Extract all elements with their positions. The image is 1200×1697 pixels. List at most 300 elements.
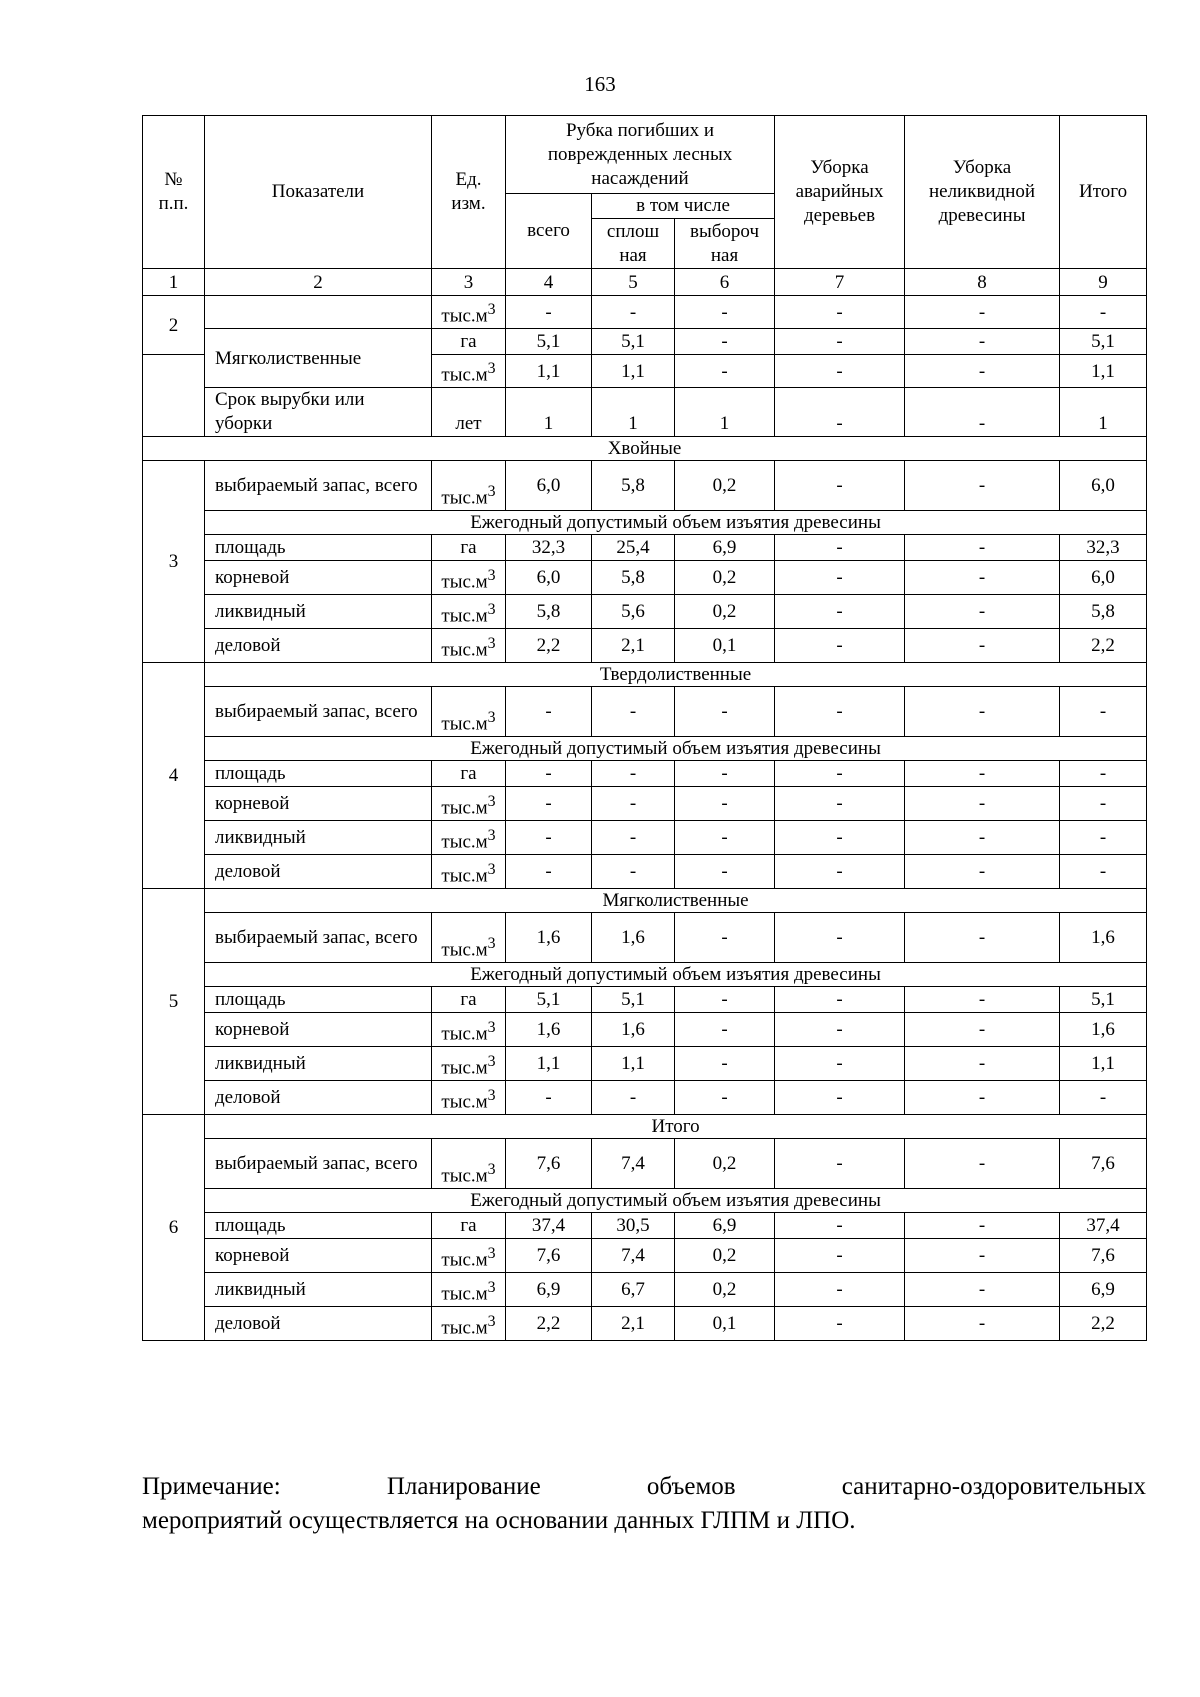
value-cell: - xyxy=(592,687,675,737)
indicator-name: корневой xyxy=(205,1013,432,1047)
value-cell: - xyxy=(775,1213,905,1239)
value-cell: - xyxy=(675,329,775,355)
value-cell: - xyxy=(905,1139,1060,1189)
row-number: 6 xyxy=(143,1115,205,1341)
value-cell: 5,1 xyxy=(592,987,675,1013)
note-line-1 xyxy=(142,1470,1146,1504)
value-cell: 6,0 xyxy=(506,561,592,595)
header-unit: Ед. изм. xyxy=(432,116,506,269)
unit-exponent: 3 xyxy=(487,482,496,500)
indicator-name: ликвидный xyxy=(205,1273,432,1307)
value-cell: - xyxy=(775,1239,905,1273)
unit-cell xyxy=(432,629,506,663)
unit-text: тыс.м xyxy=(441,831,488,852)
indicator-name: ликвидный xyxy=(205,595,432,629)
value-cell: 2,2 xyxy=(1060,1307,1147,1341)
value-cell: - xyxy=(675,1081,775,1115)
unit-text: тыс.м xyxy=(441,639,488,660)
value-cell: - xyxy=(775,629,905,663)
unit-exponent: 3 xyxy=(487,634,496,652)
value-cell: - xyxy=(905,761,1060,787)
table-row xyxy=(143,1047,1147,1081)
value-cell: 7,6 xyxy=(1060,1239,1147,1273)
value-cell: 5,8 xyxy=(1060,595,1147,629)
value-cell: - xyxy=(905,296,1060,329)
table-row xyxy=(143,1307,1147,1341)
value-cell: - xyxy=(775,388,905,437)
value-cell: 1,1 xyxy=(592,355,675,388)
value-cell: - xyxy=(506,1081,592,1115)
value-cell: - xyxy=(775,855,905,889)
header-including: в том числе xyxy=(592,194,775,219)
value-cell: - xyxy=(592,296,675,329)
value-cell: - xyxy=(775,561,905,595)
indicator-name: Срок вырубки или уборки xyxy=(205,388,432,437)
value-cell: 5,8 xyxy=(506,595,592,629)
value-cell: - xyxy=(592,761,675,787)
group-title-row xyxy=(143,1115,1147,1139)
unit-exponent: 3 xyxy=(487,1160,496,1178)
value-cell: 6,9 xyxy=(506,1273,592,1307)
value-cell: - xyxy=(675,787,775,821)
value-cell: - xyxy=(775,329,905,355)
value-cell: - xyxy=(905,855,1060,889)
value-cell: 1,6 xyxy=(1060,913,1147,963)
unit-cell: га xyxy=(432,1213,506,1239)
unit-exponent: 3 xyxy=(487,1244,496,1262)
unit-cell xyxy=(432,1307,506,1341)
unit-exponent: 3 xyxy=(487,1278,496,1296)
table-row xyxy=(143,821,1147,855)
value-cell: 6,0 xyxy=(1060,561,1147,595)
unit-cell xyxy=(432,296,506,329)
value-cell: 1,1 xyxy=(1060,1047,1147,1081)
unit-exponent: 3 xyxy=(487,300,496,318)
table-row xyxy=(143,987,1147,1013)
unit-cell xyxy=(432,687,506,737)
unit-cell xyxy=(432,1239,506,1273)
value-cell: 1 xyxy=(506,388,592,437)
unit-text: тыс.м xyxy=(441,305,488,326)
annual-subtitle-row xyxy=(143,963,1147,987)
table-row xyxy=(143,687,1147,737)
table-row xyxy=(143,461,1147,511)
forest-table xyxy=(142,115,1147,1341)
unit-cell: га xyxy=(432,535,506,561)
value-cell: - xyxy=(675,296,775,329)
value-cell: 1,1 xyxy=(592,1047,675,1081)
value-cell: 1 xyxy=(675,388,775,437)
value-cell: - xyxy=(592,821,675,855)
unit-text: тыс.м xyxy=(441,1057,488,1078)
value-cell: - xyxy=(1060,821,1147,855)
page-number: 163 xyxy=(584,72,616,96)
value-cell: - xyxy=(675,687,775,737)
value-cell: - xyxy=(775,687,905,737)
value-cell: - xyxy=(905,535,1060,561)
unit-cell: га xyxy=(432,761,506,787)
indicator-name: деловой xyxy=(205,629,432,663)
colnum: 9 xyxy=(1060,269,1147,296)
value-cell: - xyxy=(905,595,1060,629)
row-number: 4 xyxy=(143,663,205,889)
value-cell: 7,6 xyxy=(506,1239,592,1273)
value-cell: 2,2 xyxy=(506,629,592,663)
group-title-row xyxy=(143,663,1147,687)
value-cell: 0,2 xyxy=(675,461,775,511)
value-cell: - xyxy=(905,1013,1060,1047)
indicator-name: корневой xyxy=(205,561,432,595)
value-cell: - xyxy=(1060,761,1147,787)
unit-cell xyxy=(432,1013,506,1047)
value-cell: - xyxy=(592,855,675,889)
value-cell: 7,6 xyxy=(1060,1139,1147,1189)
value-cell: - xyxy=(592,1081,675,1115)
value-cell: - xyxy=(775,787,905,821)
group-title: Итого xyxy=(205,1115,1147,1139)
value-cell: 25,4 xyxy=(592,535,675,561)
value-cell: - xyxy=(775,1013,905,1047)
table-row xyxy=(143,1139,1147,1189)
value-cell: 0,2 xyxy=(675,561,775,595)
value-cell: 0,2 xyxy=(675,1139,775,1189)
value-cell: 2,1 xyxy=(592,629,675,663)
unit-exponent: 3 xyxy=(487,826,496,844)
value-cell: 2,2 xyxy=(506,1307,592,1341)
note xyxy=(142,1470,1146,1538)
value-cell: 5,1 xyxy=(1060,329,1147,355)
unit-text: тыс.м xyxy=(441,1249,488,1270)
value-cell: - xyxy=(675,913,775,963)
indicator-name: корневой xyxy=(205,787,432,821)
value-cell: 1,6 xyxy=(506,1013,592,1047)
unit-exponent: 3 xyxy=(487,600,496,618)
value-cell: 1 xyxy=(592,388,675,437)
unit-exponent: 3 xyxy=(487,1312,496,1330)
value-cell: 5,8 xyxy=(592,461,675,511)
header-grand-total: Итого xyxy=(1060,116,1147,269)
note-word: Планирование xyxy=(386,1473,541,1500)
indicator-name: выбираемый запас, всего xyxy=(205,687,432,737)
value-cell: - xyxy=(905,355,1060,388)
value-cell: 30,5 xyxy=(592,1213,675,1239)
header-selective: выбороч ная xyxy=(675,219,775,269)
value-cell: - xyxy=(775,461,905,511)
value-cell: - xyxy=(905,461,1060,511)
unit-text: тыс.м xyxy=(441,865,488,886)
indicator-name xyxy=(205,296,432,329)
value-cell: 6,9 xyxy=(675,1213,775,1239)
header-num: № п.п. xyxy=(143,116,205,269)
unit-cell xyxy=(432,913,506,963)
group-title: Твердолиственные xyxy=(205,663,1147,687)
value-cell: 6,9 xyxy=(1060,1273,1147,1307)
value-cell: 1,6 xyxy=(506,913,592,963)
table-row xyxy=(143,1081,1147,1115)
unit-exponent: 3 xyxy=(487,1086,496,1104)
note-word: объемов xyxy=(646,1473,736,1500)
column-numbers-row xyxy=(143,269,1147,296)
value-cell: - xyxy=(675,1013,775,1047)
table-row xyxy=(143,535,1147,561)
indicator-name: Мягколиственные xyxy=(205,329,432,388)
annual-subtitle: Ежегодный допустимый объем изъятия древесины xyxy=(205,511,1147,535)
value-cell: - xyxy=(905,687,1060,737)
value-cell: - xyxy=(775,821,905,855)
unit-text: тыс.м xyxy=(441,713,488,734)
table-row xyxy=(143,629,1147,663)
value-cell: 32,3 xyxy=(506,535,592,561)
value-cell: - xyxy=(775,296,905,329)
value-cell: 0,1 xyxy=(675,1307,775,1341)
table-row xyxy=(143,1239,1147,1273)
colnum: 6 xyxy=(675,269,775,296)
value-cell: 5,1 xyxy=(506,329,592,355)
value-cell: 1,6 xyxy=(592,913,675,963)
value-cell: 0,2 xyxy=(675,1273,775,1307)
unit-cell xyxy=(432,787,506,821)
row-number-empty xyxy=(143,355,205,437)
table-row xyxy=(143,787,1147,821)
header-emergency: Уборка аварийных деревьев xyxy=(775,116,905,269)
value-cell: 6,7 xyxy=(592,1273,675,1307)
value-cell: 5,1 xyxy=(1060,987,1147,1013)
indicator-name: площадь xyxy=(205,987,432,1013)
table-row xyxy=(143,1273,1147,1307)
unit-exponent: 3 xyxy=(487,934,496,952)
table-row xyxy=(143,1013,1147,1047)
unit-cell xyxy=(432,355,506,388)
value-cell: - xyxy=(675,761,775,787)
value-cell: - xyxy=(905,1047,1060,1081)
value-cell: 32,3 xyxy=(1060,535,1147,561)
unit-text: тыс.м xyxy=(441,364,488,385)
value-cell: - xyxy=(1060,855,1147,889)
table-row xyxy=(143,855,1147,889)
value-cell: - xyxy=(905,1307,1060,1341)
unit-cell xyxy=(432,855,506,889)
unit-text: тыс.м xyxy=(441,1023,488,1044)
colnum: 3 xyxy=(432,269,506,296)
unit-exponent: 3 xyxy=(487,1018,496,1036)
unit-text: тыс.м xyxy=(441,1317,488,1338)
note-word: санитарно-оздоровительных xyxy=(841,1473,1146,1500)
unit-exponent: 3 xyxy=(487,708,496,726)
unit-text: тыс.м xyxy=(441,605,488,626)
value-cell: - xyxy=(506,787,592,821)
value-cell: 7,4 xyxy=(592,1239,675,1273)
value-cell: 5,1 xyxy=(592,329,675,355)
value-cell: - xyxy=(905,1081,1060,1115)
annual-subtitle: Ежегодный допустимый объем изъятия древесины xyxy=(205,1189,1147,1213)
header-illiquid: Уборка неликвидной древесины xyxy=(905,116,1060,269)
unit-cell xyxy=(432,1139,506,1189)
row-number: 2 xyxy=(143,296,205,355)
value-cell: - xyxy=(506,761,592,787)
unit-exponent: 3 xyxy=(487,860,496,878)
table-row xyxy=(143,761,1147,787)
value-cell: 1 xyxy=(1060,388,1147,437)
table-row xyxy=(143,1213,1147,1239)
value-cell: - xyxy=(905,1213,1060,1239)
value-cell: 6,0 xyxy=(1060,461,1147,511)
value-cell: 2,1 xyxy=(592,1307,675,1341)
unit-exponent: 3 xyxy=(487,1052,496,1070)
table-row xyxy=(143,595,1147,629)
unit-text: тыс.м xyxy=(441,1283,488,1304)
value-cell: 1,1 xyxy=(506,355,592,388)
unit-cell: лет xyxy=(432,388,506,437)
unit-cell xyxy=(432,1047,506,1081)
value-cell: 6,0 xyxy=(506,461,592,511)
group-title: Мягколиственные xyxy=(205,889,1147,913)
group-title: Хвойные xyxy=(143,437,1147,461)
value-cell: - xyxy=(675,987,775,1013)
table-row xyxy=(143,913,1147,963)
value-cell: - xyxy=(775,1273,905,1307)
value-cell: - xyxy=(675,1047,775,1081)
group-title-row xyxy=(143,437,1147,461)
value-cell: - xyxy=(905,987,1060,1013)
value-cell: - xyxy=(905,561,1060,595)
value-cell: - xyxy=(905,629,1060,663)
annual-subtitle-row xyxy=(143,511,1147,535)
unit-cell xyxy=(432,561,506,595)
colnum: 2 xyxy=(205,269,432,296)
row-number: 5 xyxy=(143,889,205,1115)
colnum: 8 xyxy=(905,269,1060,296)
value-cell: - xyxy=(905,329,1060,355)
unit-cell xyxy=(432,1081,506,1115)
value-cell: - xyxy=(1060,687,1147,737)
unit-text: тыс.м xyxy=(441,939,488,960)
value-cell: - xyxy=(592,787,675,821)
indicator-name: деловой xyxy=(205,1081,432,1115)
unit-text: тыс.м xyxy=(441,487,488,508)
indicator-name: корневой xyxy=(205,1239,432,1273)
value-cell: 6,9 xyxy=(675,535,775,561)
value-cell: - xyxy=(905,388,1060,437)
header-clear: сплош ная xyxy=(592,219,675,269)
header-indicators: Показатели xyxy=(205,116,432,269)
table-row xyxy=(143,388,1147,437)
value-cell: - xyxy=(775,535,905,561)
unit-exponent: 3 xyxy=(487,566,496,584)
value-cell: - xyxy=(1060,787,1147,821)
indicator-name: выбираемый запас, всего xyxy=(205,461,432,511)
unit-text: тыс.м xyxy=(441,797,488,818)
value-cell: - xyxy=(775,1047,905,1081)
unit-cell xyxy=(432,821,506,855)
annual-subtitle-row xyxy=(143,737,1147,761)
value-cell: - xyxy=(775,355,905,388)
value-cell: 1,1 xyxy=(1060,355,1147,388)
value-cell: 5,8 xyxy=(592,561,675,595)
table-row xyxy=(143,561,1147,595)
value-cell: - xyxy=(675,821,775,855)
value-cell: 5,1 xyxy=(506,987,592,1013)
value-cell: 0,2 xyxy=(675,1239,775,1273)
annual-subtitle-row xyxy=(143,1189,1147,1213)
value-cell: - xyxy=(905,787,1060,821)
indicator-name: площадь xyxy=(205,761,432,787)
value-cell: 0,1 xyxy=(675,629,775,663)
unit-exponent: 3 xyxy=(487,792,496,810)
indicator-name: выбираемый запас, всего xyxy=(205,913,432,963)
indicator-name: деловой xyxy=(205,855,432,889)
unit-text: тыс.м xyxy=(441,571,488,592)
group-title-row xyxy=(143,889,1147,913)
indicator-name: деловой xyxy=(205,1307,432,1341)
indicator-name: ликвидный xyxy=(205,1047,432,1081)
annual-subtitle: Ежегодный допустимый объем изъятия древесины xyxy=(205,737,1147,761)
value-cell: - xyxy=(675,355,775,388)
annual-subtitle: Ежегодный допустимый объем изъятия древесины xyxy=(205,963,1147,987)
value-cell: 37,4 xyxy=(1060,1213,1147,1239)
value-cell: - xyxy=(775,1139,905,1189)
value-cell: - xyxy=(506,296,592,329)
value-cell: - xyxy=(506,855,592,889)
row-number: 3 xyxy=(143,461,205,663)
colnum: 5 xyxy=(592,269,675,296)
value-cell: - xyxy=(1060,1081,1147,1115)
note-line-2: мероприятий осуществляется на основании данных ГЛПМ и ЛПО. xyxy=(142,1507,856,1534)
unit-cell: га xyxy=(432,329,506,355)
table-row xyxy=(143,329,1147,355)
indicator-name: ликвидный xyxy=(205,821,432,855)
value-cell: 7,4 xyxy=(592,1139,675,1189)
value-cell: 1,6 xyxy=(592,1013,675,1047)
value-cell: - xyxy=(905,913,1060,963)
value-cell: 2,2 xyxy=(1060,629,1147,663)
value-cell: 7,6 xyxy=(506,1139,592,1189)
value-cell: - xyxy=(506,821,592,855)
value-cell: - xyxy=(506,687,592,737)
indicator-name: выбираемый запас, всего xyxy=(205,1139,432,1189)
value-cell: - xyxy=(905,821,1060,855)
value-cell: - xyxy=(675,855,775,889)
header-total: всего xyxy=(506,194,592,269)
value-cell: 5,6 xyxy=(592,595,675,629)
value-cell: - xyxy=(775,761,905,787)
unit-text: тыс.м xyxy=(441,1165,488,1186)
value-cell: 37,4 xyxy=(506,1213,592,1239)
unit-cell xyxy=(432,461,506,511)
value-cell: - xyxy=(905,1273,1060,1307)
value-cell: - xyxy=(905,1239,1060,1273)
header-felling: Рубка погибших и поврежденных лесных насаждений xyxy=(506,116,775,194)
unit-cell xyxy=(432,595,506,629)
colnum: 7 xyxy=(775,269,905,296)
unit-text: тыс.м xyxy=(441,1091,488,1112)
value-cell: - xyxy=(775,1081,905,1115)
unit-cell xyxy=(432,1273,506,1307)
colnum: 4 xyxy=(506,269,592,296)
value-cell: 0,2 xyxy=(675,595,775,629)
value-cell: - xyxy=(1060,296,1147,329)
indicator-name: площадь xyxy=(205,535,432,561)
unit-exponent: 3 xyxy=(487,359,496,377)
indicator-name: площадь xyxy=(205,1213,432,1239)
note-word: Примечание: xyxy=(142,1473,281,1500)
value-cell: - xyxy=(775,987,905,1013)
value-cell: - xyxy=(775,595,905,629)
colnum: 1 xyxy=(143,269,205,296)
value-cell: 1,6 xyxy=(1060,1013,1147,1047)
value-cell: - xyxy=(775,913,905,963)
table-row xyxy=(143,296,1147,329)
value-cell: 1,1 xyxy=(506,1047,592,1081)
